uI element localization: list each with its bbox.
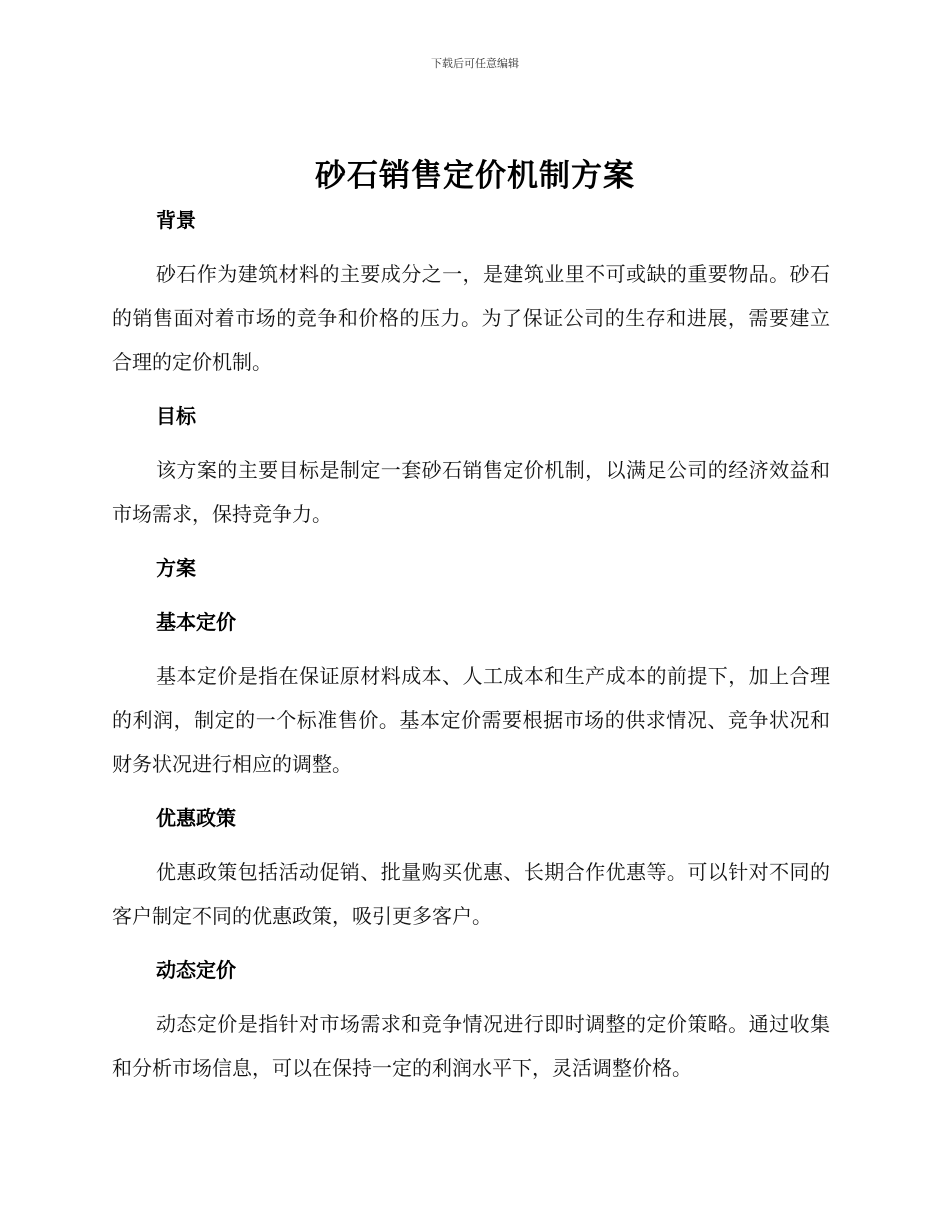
section-heading-goal: 目标 bbox=[156, 404, 196, 428]
section-heading-basic-pricing: 基本定价 bbox=[156, 610, 236, 634]
section-paragraph-goal: 该方案的主要目标是制定一套砂石销售定价机制，以满足公司的经济效益和市场需求，保持竞争力。 bbox=[112, 458, 830, 526]
section-heading-plan: 方案 bbox=[156, 556, 196, 580]
section-paragraph-basic-pricing: 基本定价是指在保证原材料成本、人工成本和生产成本的前提下，加上合理的利润，制定的一个标准售价。基本定价需要根据市场的供求情况、竞争状况和财务状况进行相应的调整。 bbox=[112, 664, 830, 776]
section-paragraph-background: 砂石作为建筑材料的主要成分之一，是建筑业里不可或缺的重要物品。砂石的销售面对着市场的竞争和价格的压力。为了保证公司的生存和进展，需要建立合理的定价机制。 bbox=[112, 262, 830, 374]
header-note: 下载后可任意编辑 bbox=[431, 57, 519, 70]
section-paragraph-dynamic-pricing: 动态定价是指针对市场需求和竞争情况进行即时调整的定价策略。通过收集和分析市场信息，可以在保持一定的利润水平下，灵活调整价格。 bbox=[112, 1012, 830, 1080]
section-paragraph-discount-policy: 优惠政策包括活动促销、批量购买优惠、长期合作优惠等。可以针对不同的客户制定不同的优惠政策，吸引更多客户。 bbox=[112, 860, 830, 928]
section-heading-dynamic-pricing: 动态定价 bbox=[156, 958, 236, 982]
document-body bbox=[112, 198, 830, 1100]
section-heading-background: 背景 bbox=[156, 208, 196, 232]
section-heading-discount-policy: 优惠政策 bbox=[156, 806, 236, 830]
document-title: 砂石销售定价机制方案 bbox=[315, 158, 635, 194]
